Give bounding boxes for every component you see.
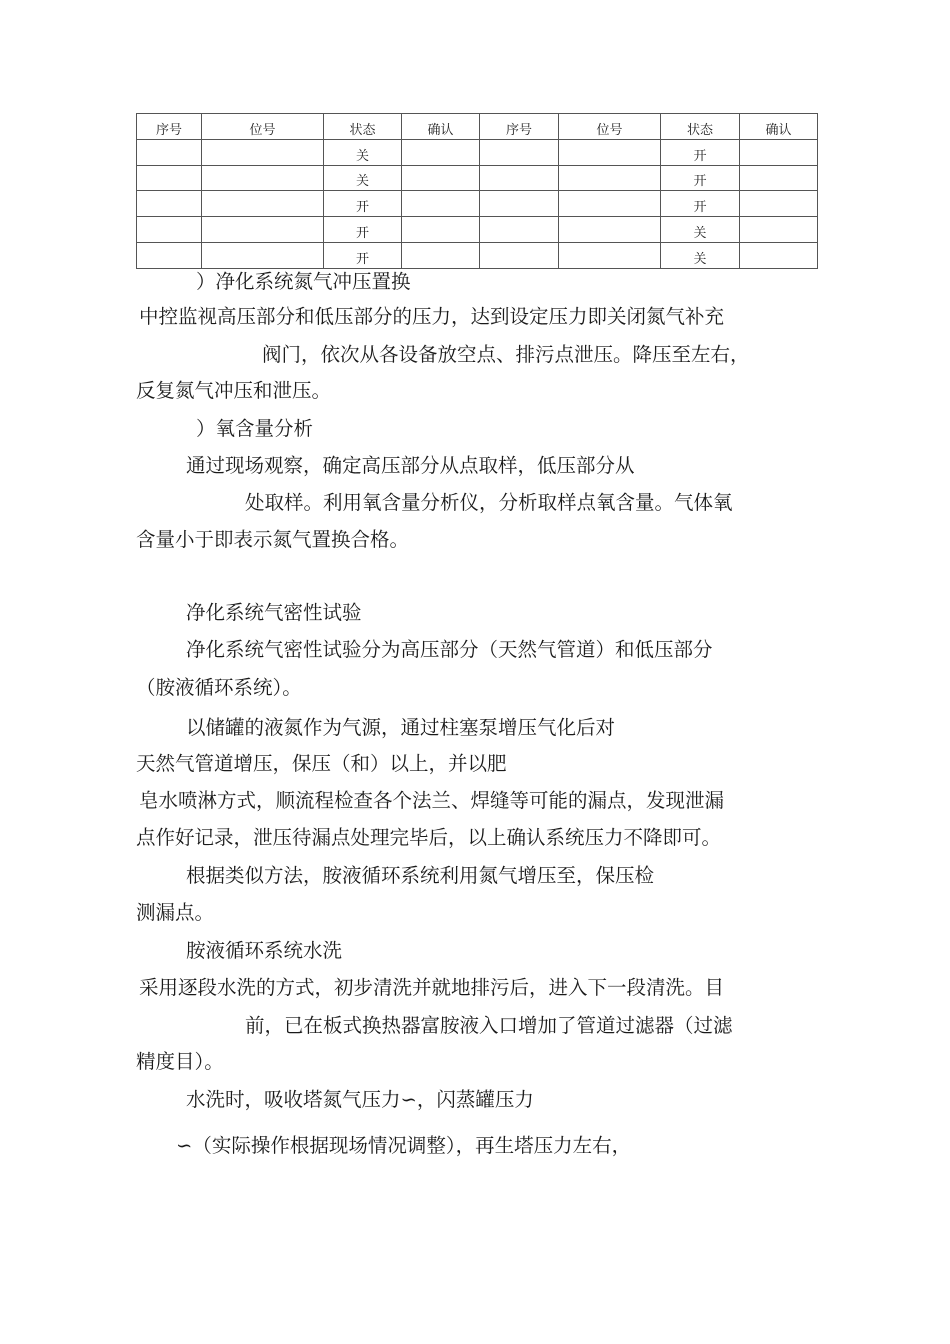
body-text-line: 天然气管道增压，保压（和）以上，并以肥 <box>136 752 507 775</box>
body-text-line: 测漏点。 <box>136 901 215 924</box>
body-text-line: 处取样。利用氧含量分析仪，分析取样点氧含量。气体氧 <box>245 491 733 514</box>
body-text-line: 中控监视高压部分和低压部分的压力，达到设定压力即关闭氮气补充 <box>139 305 725 328</box>
section-heading: 胺液循环系统水洗 <box>186 939 343 962</box>
table-cell: 开 <box>324 242 402 268</box>
table-cell <box>202 165 324 191</box>
table-cell <box>202 217 324 243</box>
body-text-line: 采用逐段水洗的方式，初步清洗并就地排污后，进入下一段清洗。目 <box>139 976 725 999</box>
table-cell <box>402 191 480 217</box>
body-text-line: 净化系统气密性试验分为高压部分（天然气管道）和低压部分 <box>186 638 713 661</box>
table-cell <box>559 139 661 165</box>
body-text-line: 反复氮气冲压和泄压。 <box>136 379 332 402</box>
table-cell <box>202 191 324 217</box>
table-cell <box>740 217 818 243</box>
header-cell: 确认 <box>740 114 818 140</box>
body-text-line: 以储罐的液氮作为气源，通过柱塞泵增压气化后对 <box>186 716 616 739</box>
table-cell: 关 <box>661 217 740 243</box>
table-cell <box>480 165 559 191</box>
table-row <box>137 217 818 243</box>
table-header-row <box>137 114 818 140</box>
header-cell: 状态 <box>324 114 402 140</box>
header-cell: 位号 <box>559 114 661 140</box>
section-heading: 净化系统气密性试验 <box>186 601 362 624</box>
body-text-line: 点作好记录，泄压待漏点处理完毕后，以上确认系统压力不降即可。 <box>136 826 722 849</box>
table-cell <box>202 242 324 268</box>
table-cell <box>559 217 661 243</box>
table-cell: 关 <box>324 139 402 165</box>
table-cell <box>559 191 661 217</box>
table-cell <box>559 165 661 191</box>
header-cell: 状态 <box>661 114 740 140</box>
table-cell <box>740 242 818 268</box>
table-cell: 开 <box>661 191 740 217</box>
header-cell: 位号 <box>202 114 324 140</box>
table-cell: 关 <box>661 242 740 268</box>
body-text-line: 含量小于即表示氮气置换合格。 <box>136 528 410 551</box>
table-cell <box>402 242 480 268</box>
table-cell: 关 <box>324 165 402 191</box>
table-cell <box>202 139 324 165</box>
table-cell <box>402 165 480 191</box>
table-cell <box>740 191 818 217</box>
body-text-line: 皂水喷淋方式，顺流程检查各个法兰、焊缝等可能的漏点，发现泄漏 <box>139 789 725 812</box>
table-cell <box>480 217 559 243</box>
table-cell <box>480 191 559 217</box>
table-row <box>137 165 818 191</box>
table-row <box>137 191 818 217</box>
table-cell <box>137 217 202 243</box>
body-text-line: 水洗时，吸收塔氮气压力∽，闪蒸罐压力 <box>186 1088 534 1111</box>
table-cell <box>559 242 661 268</box>
table-cell <box>480 242 559 268</box>
body-text-line: 精度目）。 <box>136 1050 224 1073</box>
table-cell <box>137 139 202 165</box>
valve-status-table <box>136 113 818 269</box>
table-cell <box>402 217 480 243</box>
table-cell <box>402 139 480 165</box>
table-cell: 开 <box>661 165 740 191</box>
header-cell: 序号 <box>480 114 559 140</box>
body-text-line: 通过现场观察，确定高压部分从点取样，低压部分从 <box>186 454 635 477</box>
table-cell <box>137 191 202 217</box>
header-cell: 序号 <box>137 114 202 140</box>
table-cell <box>740 165 818 191</box>
table-cell: 开 <box>661 139 740 165</box>
table-cell: 开 <box>324 217 402 243</box>
body-text-line: 根据类似方法，胺液循环系统利用氮气增压至，保压检 <box>186 864 655 887</box>
body-text-line: ∽（实际操作根据现场情况调整），再生塔压力左右， <box>176 1134 632 1157</box>
body-text-line: 阀门，依次从各设备放空点、排污点泄压。降压至左右， <box>262 343 750 366</box>
body-text-line: 前，已在板式换热器富胺液入口增加了管道过滤器（过滤 <box>245 1014 733 1037</box>
section-heading: ）氧含量分析 <box>196 417 314 440</box>
table-row <box>137 242 818 268</box>
section-heading: ）净化系统氮气冲压置换 <box>196 270 411 293</box>
header-cell: 确认 <box>402 114 480 140</box>
table-cell <box>137 165 202 191</box>
table-cell <box>480 139 559 165</box>
table-cell <box>137 242 202 268</box>
body-text-line: （胺液循环系统）。 <box>136 676 302 699</box>
table-cell <box>740 139 818 165</box>
table-cell: 开 <box>324 191 402 217</box>
table-row <box>137 139 818 165</box>
